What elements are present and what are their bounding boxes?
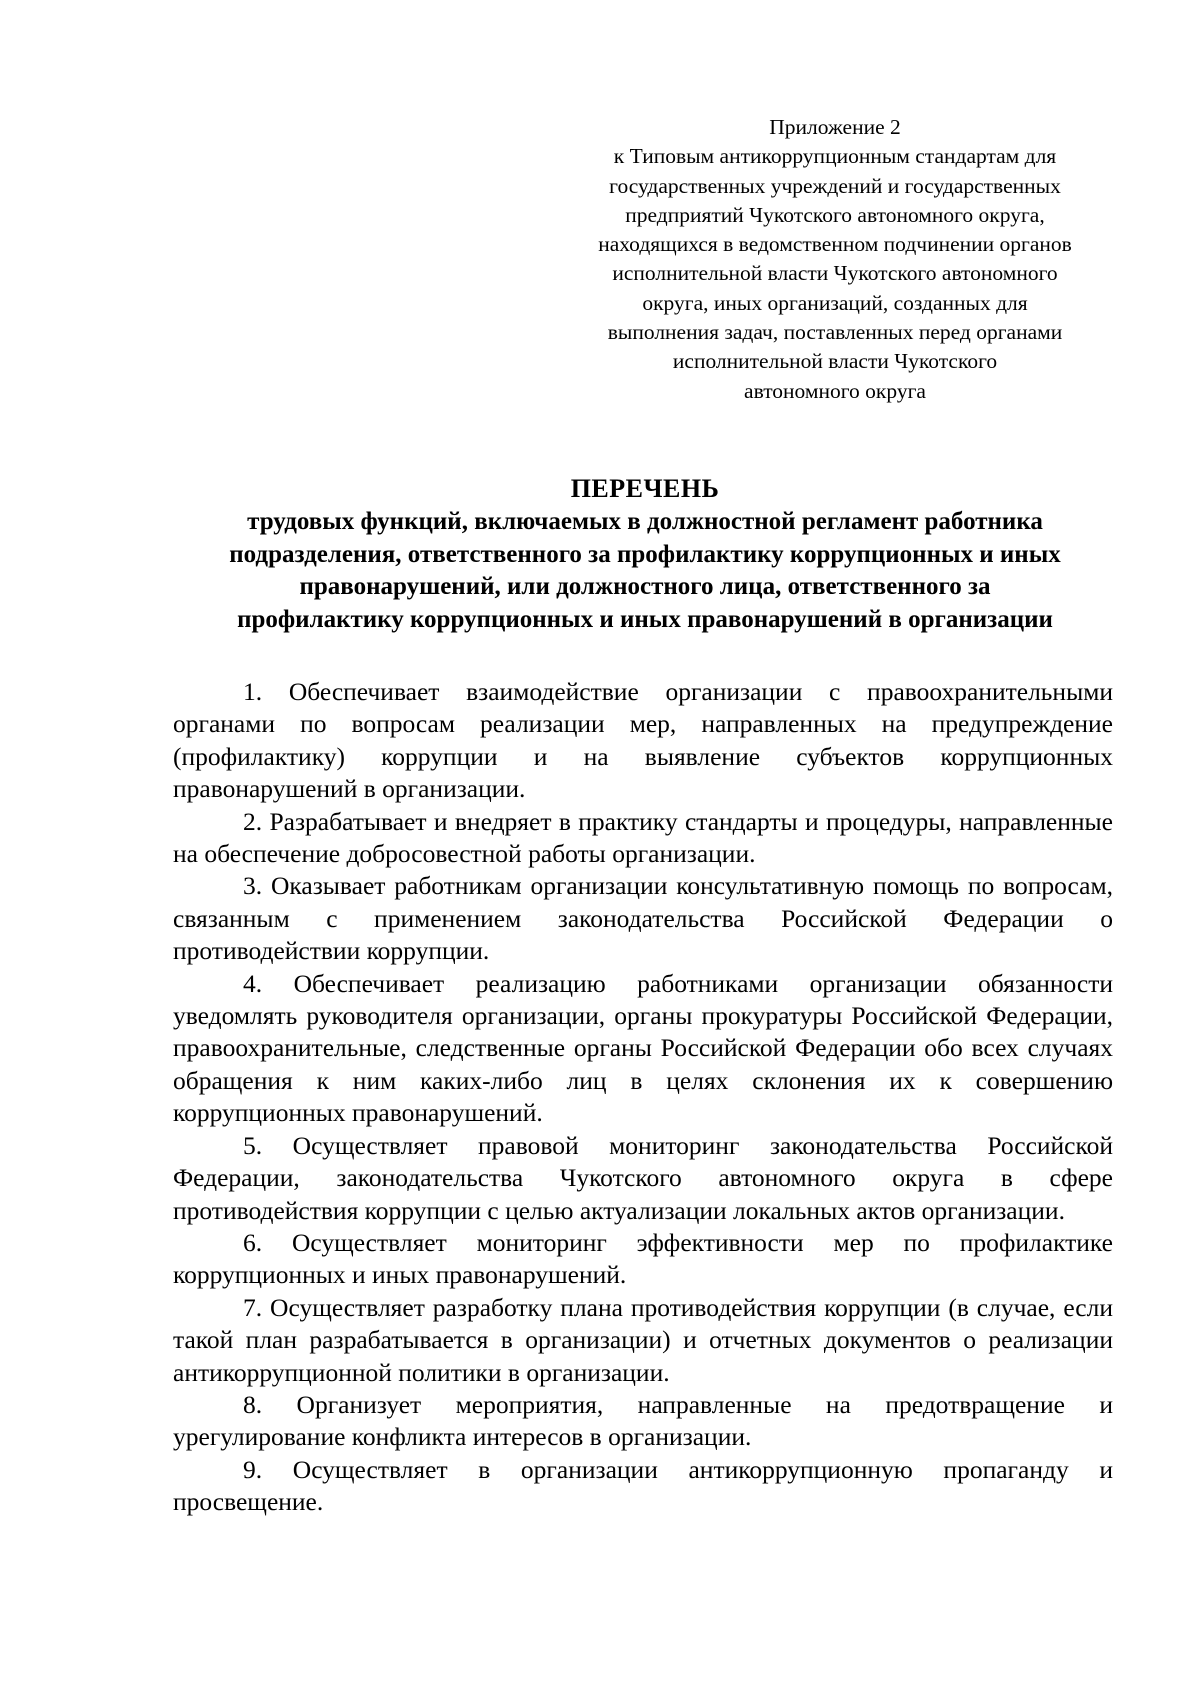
title-subline: трудовых функций, включаемых в должностной регламент работника [247, 508, 1043, 535]
list-item: 7. Осуществляет разработку плана противодействия коррупции (в случае, если такой план разрабатывается в организации) и отчетных документов о реализации антикоррупционной политики в организации. [173, 1292, 1113, 1387]
title-subline: правонарушений, или должностного лица, ответственного за [299, 573, 991, 601]
list-item: 3. Оказывает работникам организации консультативную помощь по вопросам, связанным с применением законодательства Российской Федерации о противодействии коррупции. [173, 871, 1113, 966]
title-subline: подразделения, ответственного за профилактику коррупционных и иных [229, 540, 1061, 568]
appendix-line: государственных учреждений и государственных [609, 173, 1061, 198]
title-subline: профилактику коррупционных и иных правонарушений в организации [237, 605, 1053, 633]
list-item: 1. Обеспечивает взаимодействие организации с правоохранительными органами по вопросам реализации мер, направленных на предупреждение (профилактику) коррупции и на выявление субъектов коррупционных правонарушений в организации. [173, 677, 1113, 804]
appendix-line: исполнительной власти Чукотского [672, 349, 998, 374]
title-heading: ПЕРЕЧЕНЬ [570, 474, 720, 503]
function-list [173, 676, 1113, 1519]
appendix-line: округа, иных организаций, созданных для [642, 290, 1028, 315]
appendix-header [560, 113, 1110, 406]
list-item: 4. Обеспечивает реализацию работниками организации обязанности уведомлять руководителя организации, органы прокуратуры Российской Федерации, правоохранительные, следственные органы Российской Федерации обо всех случаях обращения к ним каких-либо лиц в целях склонения их к совершению коррупционных правонарушений. [173, 968, 1113, 1128]
appendix-line: к Типовым антикоррупционным стандартам для [613, 144, 1057, 169]
appendix-line: исполнительной власти Чукотского автономного [612, 261, 1058, 286]
list-item: 5. Осуществляет правовой мониторинг законодательства Российской Федерации, законодательства Чукотского автономного округа в сфере противодействия коррупции с целью актуализации локальных актов организации. [173, 1130, 1113, 1225]
document-title [150, 472, 1140, 636]
appendix-line: автономного округа [744, 378, 926, 403]
list-item: 6. Осуществляет мониторинг эффективности мер по профилактике коррупционных и иных правонарушений. [173, 1227, 1113, 1290]
list-item: 2. Разрабатывает и внедряет в практику стандарты и процедуры, направленные на обеспечение добросовестной работы организации. [173, 806, 1113, 869]
appendix-line: выполнения задач, поставленных перед органами [607, 320, 1063, 345]
list-item: 8. Организует мероприятия, направленные на предотвращение и урегулирование конфликта интересов в организации. [173, 1389, 1113, 1452]
list-item: 9. Осуществляет в организации антикоррупционную пропаганду и просвещение. [173, 1454, 1113, 1517]
appendix-line: Приложение 2 [769, 115, 901, 139]
appendix-line: находящихся в ведомственном подчинении органов [598, 232, 1072, 257]
appendix-line: предприятий Чукотского автономного округа, [625, 202, 1045, 227]
